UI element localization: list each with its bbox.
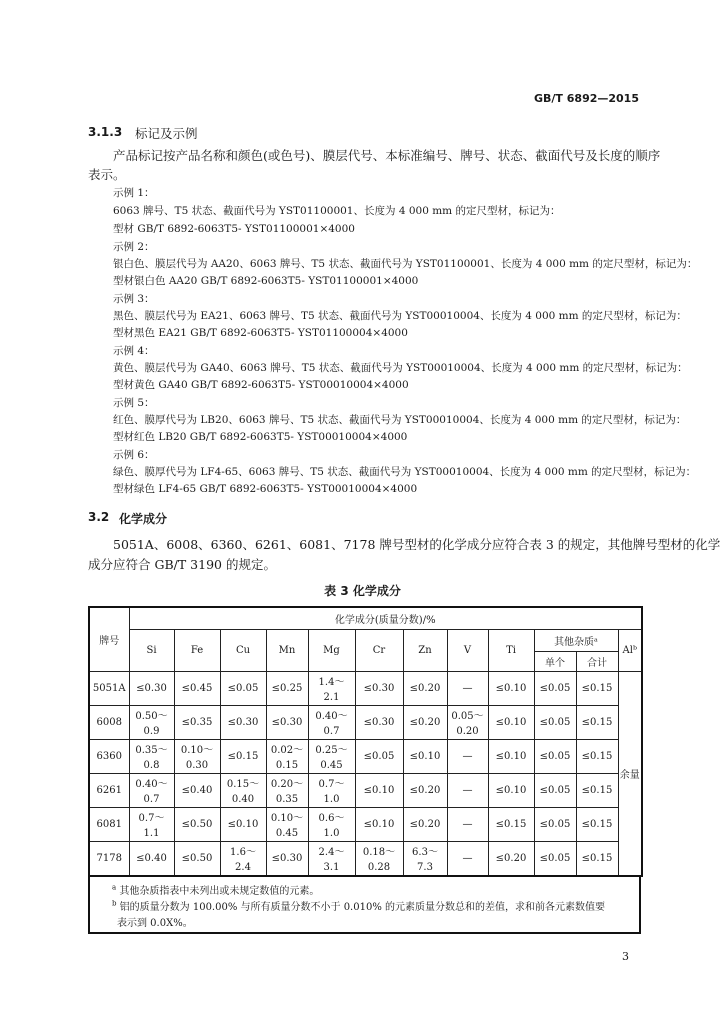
value-cell (266, 739, 308, 773)
chemical-composition-table (88, 606, 643, 877)
range-lower: 1.4～ (318, 677, 345, 689)
range-upper: 0.45 (320, 759, 343, 771)
section-title-3-2: 化学成分 (119, 512, 168, 526)
value-cell: ≤0.05 (534, 841, 576, 876)
header-ti: Ti (488, 629, 534, 671)
value-cell: ≤0.05 (534, 739, 576, 773)
value-cell: ≤0.10 (403, 739, 447, 773)
value-cell: ≤0.20 (403, 807, 447, 841)
value-cell (220, 841, 266, 876)
value-cell (308, 841, 355, 876)
grade-cell: 6360 (89, 739, 129, 773)
table-row (89, 807, 642, 841)
chem-paragraph-line1: 5051A、6008、6360、6261、6081、7178 牌号型材的化学成分应符合表 3 的规定，其他牌号型材的化学 (113, 537, 721, 552)
range-lower: 0.35～ (135, 745, 168, 757)
value-cell: — (447, 773, 488, 807)
grade-cell: 5051A (89, 671, 129, 705)
value-cell: ≤0.15 (576, 739, 618, 773)
value-cell: ≤0.20 (403, 705, 447, 739)
example-6-code: 型材绿色 LF4-65 GB/T 6892-6063T5- YST00010004×4000 (113, 483, 418, 495)
note-b-continuation (117, 914, 193, 929)
value-cell: ≤0.05 (534, 705, 576, 739)
range-lower: 0.50～ (135, 711, 168, 723)
value-cell: ≤0.15 (576, 807, 618, 841)
example-1-description: 6063 牌号、T5 状态、截面代号为 YST01100001、长度为 4 000 mm 的定尺型材，标记为： (113, 205, 561, 217)
range-upper: 1.1 (143, 827, 160, 839)
al-remainder-cell: 余量 (618, 671, 642, 876)
example-3-label: 示例 3： (113, 293, 155, 305)
value-cell: ≤0.10 (488, 705, 534, 739)
value-cell: ≤0.45 (174, 671, 220, 705)
range-upper: 0.8 (143, 759, 160, 771)
range-upper: 0.20 (456, 725, 479, 737)
value-cell: ≤0.05 (220, 671, 266, 705)
range-upper: 1.0 (323, 827, 340, 839)
value-cell: ≤0.05 (534, 671, 576, 705)
example-6-label: 示例 6： (113, 449, 155, 461)
example-3-code: 型材黑色 EA21 GB/T 6892-6063T5- YST01100004×4000 (113, 327, 408, 339)
example-2-label: 示例 2： (113, 241, 155, 253)
value-cell: ≤0.10 (355, 773, 403, 807)
value-cell: ≤0.30 (129, 671, 174, 705)
range-lower: 0.15～ (226, 779, 260, 791)
range-lower: 0.10～ (270, 813, 304, 825)
value-cell (266, 773, 308, 807)
range-upper: 0.7 (143, 793, 160, 805)
header-si: Si (129, 629, 174, 671)
header-other-impurities: 其他杂质ᵃ (534, 629, 618, 651)
value-cell: ≤0.15 (576, 705, 618, 739)
value-cell: ≤0.10 (488, 739, 534, 773)
header-composition-title: 化学成分(质量分数)/% (129, 607, 642, 629)
note-a (112, 882, 319, 897)
grade-cell: 6081 (89, 807, 129, 841)
value-cell (129, 739, 174, 773)
example-1-code: 型材 GB/T 6892-6063T5- YST01100001×4000 (113, 223, 355, 235)
range-lower: 0.20～ (270, 779, 304, 791)
note-b-continuation-text: 表示到 0.0X%。 (117, 918, 193, 929)
table-row (89, 705, 642, 739)
page-number: 3 (622, 950, 629, 963)
example-4-code: 型材黄色 GA40 GB/T 6892-6063T5- YST00010004×4000 (113, 379, 409, 391)
note-b (112, 898, 605, 913)
header-single: 单个 (534, 651, 576, 671)
value-cell: ≤0.30 (266, 841, 308, 876)
section-number-3-2: 3.2 (88, 510, 110, 524)
value-cell (129, 705, 174, 739)
value-cell: — (447, 671, 488, 705)
example-4-label: 示例 4： (113, 345, 155, 357)
example-3-description: 黑色、膜层代号为 EA21、6063 牌号、T5 状态、截面代号为 YST00010004、长度为 4 000 mm 的定尺型材，标记为： (113, 310, 687, 322)
table-caption: 表 3 化学成分 (324, 584, 401, 598)
value-cell: ≤0.50 (174, 807, 220, 841)
value-cell (266, 807, 308, 841)
value-cell: ≤0.05 (534, 807, 576, 841)
table-row (89, 773, 642, 807)
range-lower: 0.18～ (362, 847, 396, 859)
header-al: Alᵇ (618, 629, 642, 671)
section-title-3-1-3: 标记及示例 (135, 126, 198, 141)
intro-paragraph-line1: 产品标记按产品名称和颜色(或色号)、膜层代号、本标准编号、牌号、状态、截面代号及长度的顺序 (113, 148, 661, 163)
range-lower: 0.40～ (315, 711, 348, 723)
table-row (89, 671, 642, 705)
value-cell: ≤0.20 (403, 671, 447, 705)
example-1-label: 示例 1： (113, 187, 155, 199)
value-cell: ≤0.10 (220, 807, 266, 841)
note-a-text: 其他杂质指表中未列出或未规定数值的元素。 (119, 886, 320, 897)
value-cell: ≤0.10 (355, 807, 403, 841)
value-cell: ≤0.30 (355, 671, 403, 705)
value-cell: ≤0.20 (488, 841, 534, 876)
value-cell: ≤0.05 (355, 739, 403, 773)
range-upper: 0.28 (367, 861, 391, 873)
value-cell (403, 841, 447, 876)
value-cell: ≤0.15 (220, 739, 266, 773)
note-a-mark: a (112, 883, 117, 892)
example-5-description: 红色、膜厚代号为 LB20、6063 牌号、T5 状态、截面代号为 YST00010004、长度为 4 000 mm 的定尺型材，标记为： (113, 414, 687, 426)
range-upper: 0.35 (275, 793, 299, 805)
value-cell: ≤0.05 (534, 773, 576, 807)
grade-cell: 6008 (89, 705, 129, 739)
value-cell: ≤0.15 (576, 773, 618, 807)
range-upper: 1.0 (323, 793, 340, 805)
header-cr: Cr (355, 629, 403, 671)
range-upper: 0.45 (275, 827, 299, 839)
value-cell: ≤0.15 (576, 841, 618, 876)
range-upper: 0.7 (323, 725, 340, 737)
value-cell: ≤0.30 (220, 705, 266, 739)
value-cell (129, 773, 174, 807)
range-lower: 0.10～ (180, 745, 214, 757)
intro-paragraph-line2: 表示。 (88, 167, 126, 182)
grade-cell: 7178 (89, 841, 129, 876)
table-row (89, 739, 642, 773)
range-lower: 0.7～ (138, 813, 165, 825)
value-cell: ≤0.15 (488, 807, 534, 841)
table-row (89, 841, 642, 876)
range-lower: 0.7～ (318, 779, 345, 791)
range-upper: 0.30 (185, 759, 209, 771)
value-cell: — (447, 841, 488, 876)
example-2-description: 银白色、膜层代号为 AA20、6063 牌号、T5 状态、截面代号为 YST01100001、长度为 4 000 mm 的定尺型材，标记为： (113, 258, 698, 270)
header-mg: Mg (308, 629, 355, 671)
value-cell: ≤0.10 (488, 671, 534, 705)
range-lower: 0.05～ (451, 711, 484, 723)
value-cell: ≤0.30 (266, 705, 308, 739)
value-cell: ≤0.40 (129, 841, 174, 876)
value-cell (355, 841, 403, 876)
value-cell: — (447, 739, 488, 773)
header-cu: Cu (220, 629, 266, 671)
grade-cell: 6261 (89, 773, 129, 807)
example-5-label: 示例 5： (113, 397, 155, 409)
example-2-code: 型材银白色 AA20 GB/T 6892-6063T5- YST01100001×4000 (113, 275, 419, 287)
value-cell (220, 773, 266, 807)
header-fe: Fe (174, 629, 220, 671)
table-notes (88, 876, 641, 934)
range-upper: 7.3 (417, 861, 433, 873)
note-b-text: 铝的质量分数为 100.00% 与所有质量分数不小于 0.010% 的元素质量分数总和的差值，求和前各元素数值要 (119, 902, 606, 913)
range-upper: 0.9 (143, 725, 160, 737)
range-lower: 0.25～ (315, 745, 348, 757)
header-v: V (447, 629, 488, 671)
range-upper: 0.40 (231, 793, 255, 805)
range-lower: 0.02～ (270, 745, 304, 757)
value-cell: ≤0.35 (174, 705, 220, 739)
value-cell (308, 773, 355, 807)
example-4-description: 黄色、膜层代号为 GA40、6063 牌号、T5 状态、截面代号为 YST00010004、长度为 4 000 mm 的定尺型材，标记为： (113, 362, 688, 374)
example-5-code: 型材红色 LB20 GB/T 6892-6063T5- YST00010004×4000 (113, 431, 408, 443)
value-cell: ≤0.10 (488, 773, 534, 807)
value-cell (308, 671, 355, 705)
value-cell: ≤0.40 (174, 773, 220, 807)
range-lower: 2.4～ (318, 847, 345, 859)
range-upper: 2.4 (235, 861, 251, 873)
standard-code-header: GB/T 6892—2015 (534, 92, 639, 105)
section-number-3-1-3: 3.1.3 (88, 125, 123, 139)
value-cell (447, 705, 488, 739)
value-cell: ≤0.50 (174, 841, 220, 876)
value-cell (308, 705, 355, 739)
range-lower: 0.40～ (135, 779, 168, 791)
range-lower: 1.6～ (230, 847, 256, 859)
value-cell: ≤0.25 (266, 671, 308, 705)
range-lower: 0.6～ (318, 813, 345, 825)
value-cell (174, 739, 220, 773)
chem-paragraph-line2: 成分应符合 GB/T 3190 的规定。 (88, 557, 276, 572)
range-upper: 3.1 (323, 861, 340, 873)
range-upper: 2.1 (323, 691, 340, 703)
value-cell: ≤0.30 (355, 705, 403, 739)
range-lower: 6.3～ (412, 847, 438, 859)
note-b-mark: b (112, 899, 117, 908)
header-zn: Zn (403, 629, 447, 671)
header-mn: Mn (266, 629, 308, 671)
value-cell: — (447, 807, 488, 841)
value-cell: ≤0.20 (403, 773, 447, 807)
value-cell: ≤0.15 (576, 671, 618, 705)
value-cell (129, 807, 174, 841)
header-grade: 牌号 (89, 607, 129, 671)
value-cell (308, 807, 355, 841)
header-total: 合计 (576, 651, 618, 671)
example-6-description: 绿色、膜厚代号为 LF4-65、6063 牌号、T5 状态、截面代号为 YST00010004、长度为 4 000 mm 的定尺型材，标记为： (113, 466, 697, 478)
value-cell (308, 739, 355, 773)
range-upper: 0.15 (275, 759, 299, 771)
